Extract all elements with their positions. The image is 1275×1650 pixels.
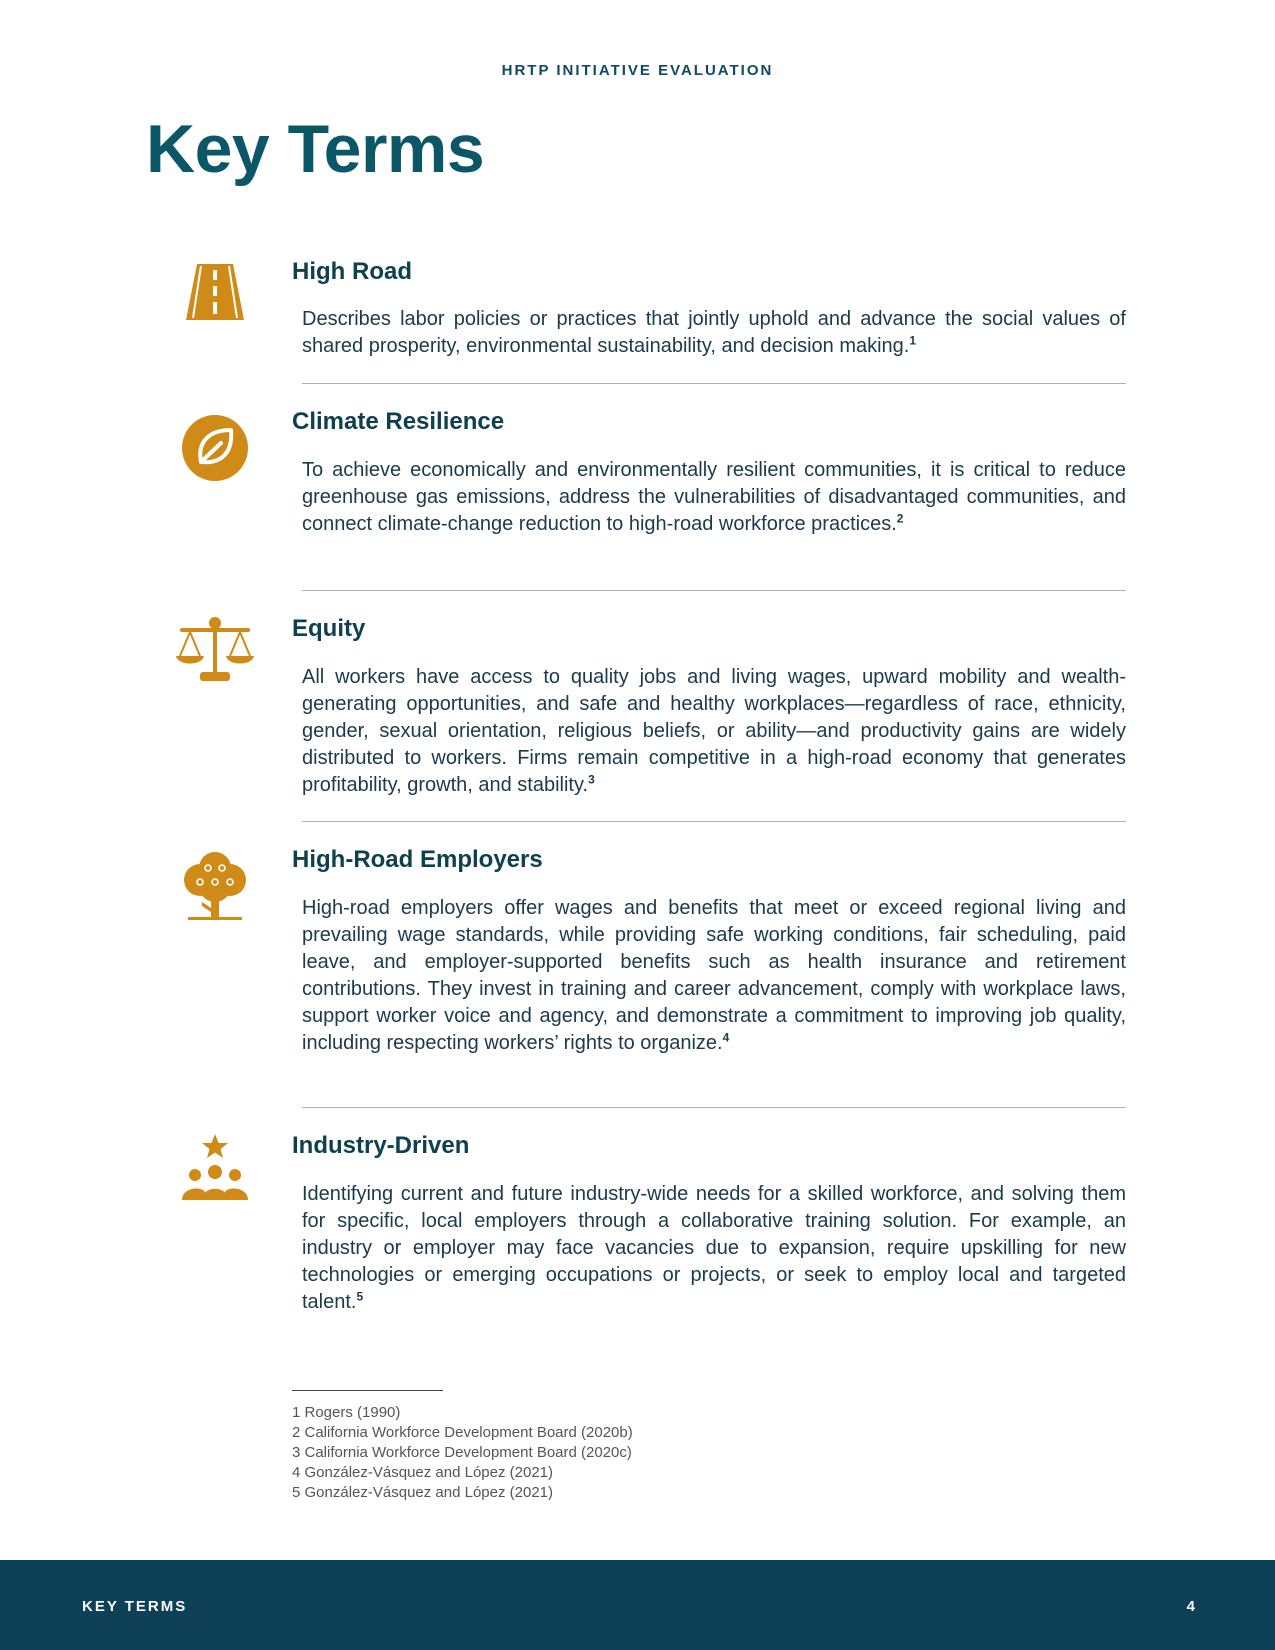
term-description: High-road employers offer wages and benefits that meet or exceed regional living and prevailing wage standards, while providing safe working conditions, fair scheduling, paid leave, and employer-supported benefits such as health insurance and retirement contributions. They invest in training and career advancement, comply with workplace laws, support worker voice and agency, and demonstrate a commitment to improving job quality, including respecting workers’ rights to organize.$^4$	[302, 897, 1126, 1054]
footnote-ref[interactable]: 1	[909, 333, 917, 348]
divider	[302, 383, 1126, 384]
footnote-item: 4 González-Vásquez and López (2021)	[292, 1464, 554, 1481]
divider	[302, 590, 1126, 591]
term-heading: High-Road Employers	[292, 846, 543, 873]
term-description: Identifying current and future industry-wide needs for a skilled workforce, and solving them for specific, local employers through a collaborative training solution. For example, an industry or employer may face vacancies due to expansion, require upskilling for new technologies or emerging occupations or projects, or seek to employ local and targeted talent.$^5$	[302, 1183, 1126, 1313]
footnote-ref[interactable]: 4	[722, 1030, 730, 1045]
footnote-item: 3 California Workforce Development Board (2020c)	[292, 1444, 632, 1461]
tree-icon	[172, 846, 258, 926]
footnote-item: 2 California Workforce Development Board (2020b)	[292, 1424, 633, 1441]
term-heading: Equity	[292, 615, 366, 642]
divider	[302, 821, 1126, 822]
footnote-ref[interactable]: 3	[588, 772, 595, 787]
scales-icon	[172, 614, 258, 694]
running-header: HRTP INITIATIVE EVALUATION	[501, 62, 774, 79]
term-heading: Industry-Driven	[292, 1132, 470, 1159]
footnote-item: 1 Rogers (1990)	[292, 1404, 401, 1421]
footnote-ref[interactable]: 2	[896, 511, 904, 526]
team-star-icon	[172, 1132, 258, 1212]
leaf-icon	[172, 408, 258, 488]
term-description: All workers have access to quality jobs and living wages, upward mobility and wealth-generating opportunities, and safe and healthy workplaces—regardless of race, ethnicity, gender, sexual orientation, religious beliefs, or ability—and productivity gains are widely distributed to workers. Firms remain competitive in a high-road economy that generates profitability, growth, and stability.$^3$	[302, 666, 1126, 796]
term-description: To achieve economically and environmentally resilient communities, it is critical to reduce greenhouse gas emissions, address the vulnerabilities of disadvantaged communities, and connect climate-change reduction to high-road workforce practices.$^2$	[302, 459, 1126, 535]
term-description: Describes labor policies or practices that jointly uphold and advance the social values of shared prosperity, environmental sustainability, and decision making.$^1$	[302, 308, 1126, 357]
divider	[302, 1107, 1126, 1108]
footer-section-label: KEY TERMS	[82, 1598, 188, 1615]
term-heading: Climate Resilience	[292, 408, 505, 435]
page-title: Key Terms	[146, 111, 485, 187]
page-footer	[0, 1560, 1275, 1650]
footnote-ref[interactable]: 5	[356, 1289, 364, 1304]
footnote-rule	[292, 1390, 443, 1391]
footnotes-list	[292, 1403, 633, 1503]
page-number: 4	[1186, 1598, 1195, 1615]
footnote-item: 5 González-Vásquez and López (2021)	[292, 1484, 554, 1501]
road-icon	[172, 258, 258, 338]
term-heading: High Road	[292, 258, 412, 285]
